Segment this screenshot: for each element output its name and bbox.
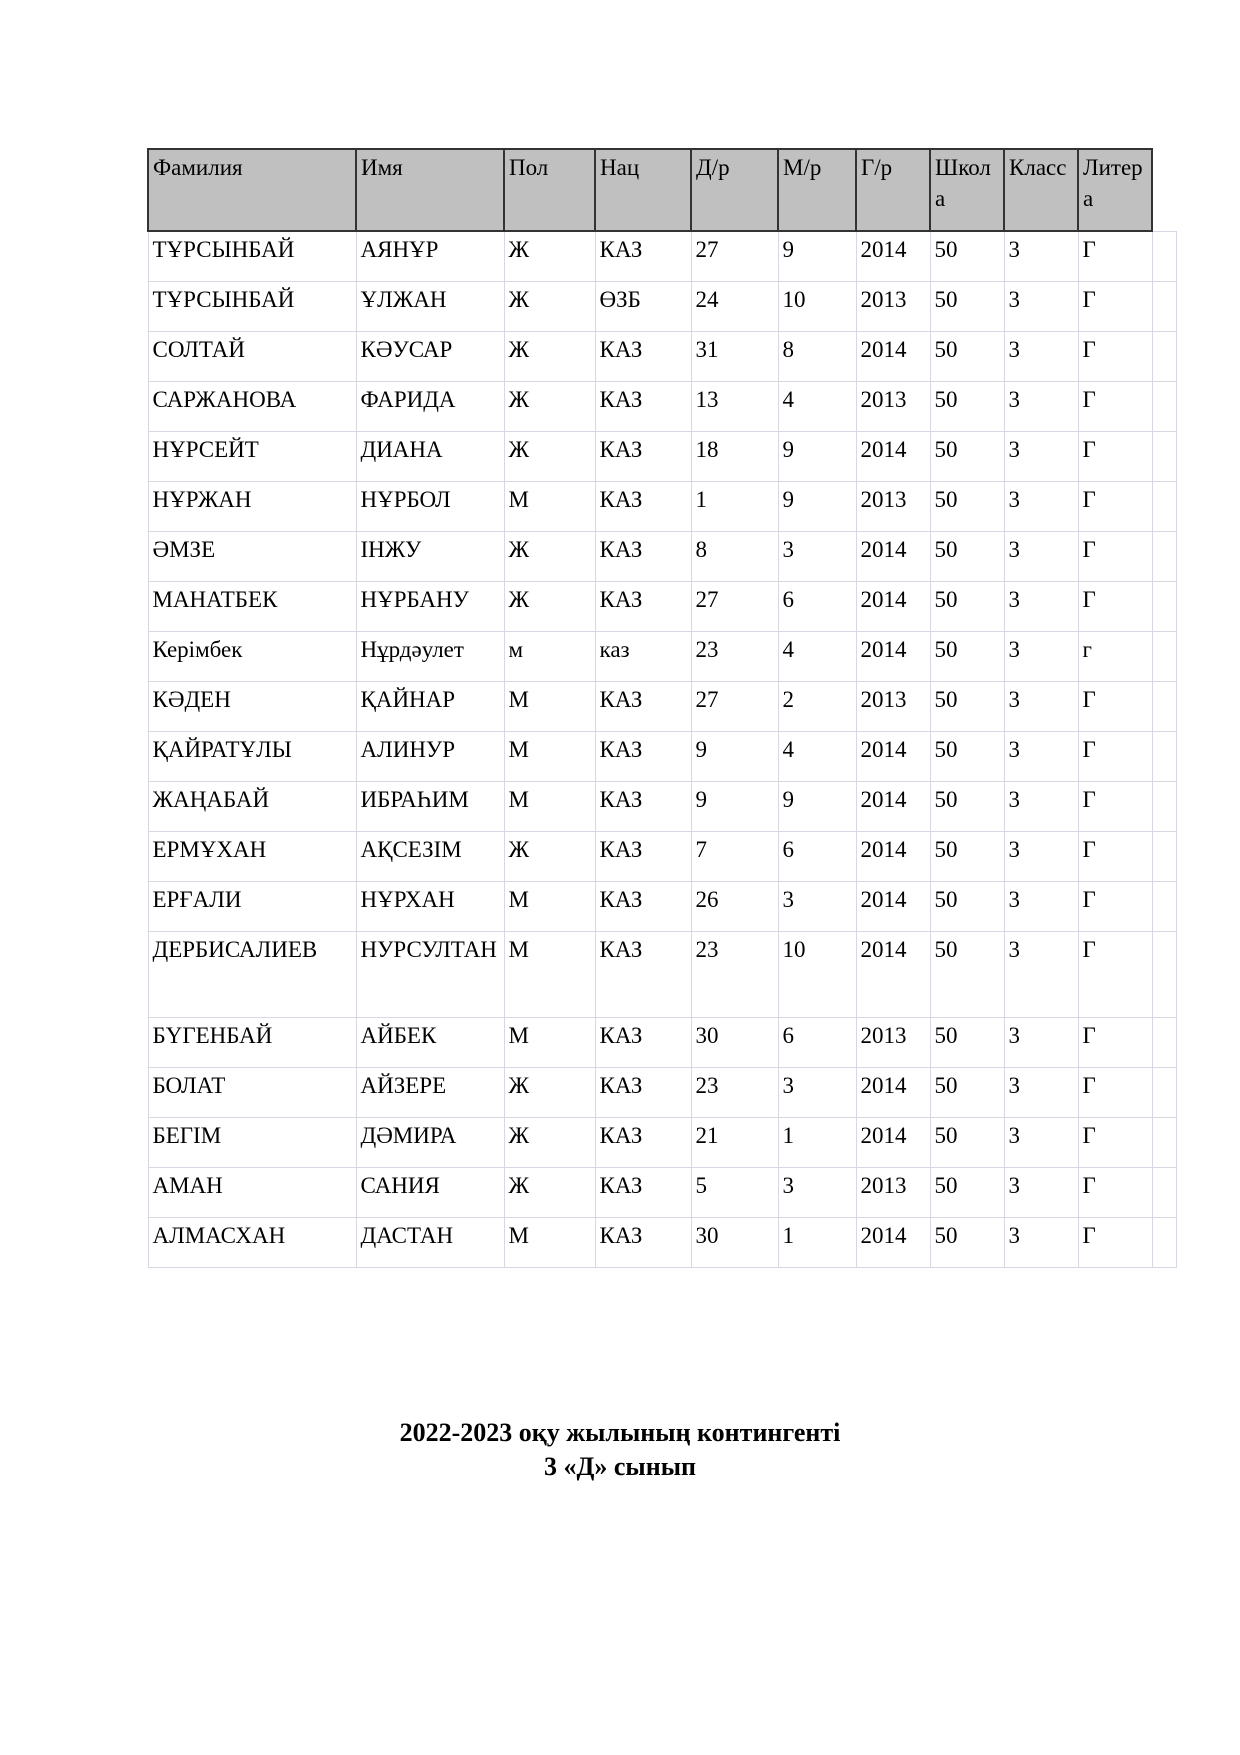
table-cell: ЖАҢАБАЙ	[148, 782, 356, 832]
table-cell: АЯНҰР	[356, 231, 504, 282]
table-cell: НҰРЖАН	[148, 482, 356, 532]
table-cell: 50	[930, 1118, 1004, 1168]
table-cell: БҮГЕНБАЙ	[148, 1018, 356, 1068]
table-cell: КАЗ	[595, 1018, 691, 1068]
table-cell: 3	[1004, 532, 1078, 582]
table-cell: 3	[1004, 1168, 1078, 1218]
table-cell: Г	[1078, 1018, 1152, 1068]
table-cell: АЙЗЕРЕ	[356, 1068, 504, 1118]
table-cell: АЛИНУР	[356, 732, 504, 782]
table-cell: 4	[778, 382, 856, 432]
table-cell: КАЗ	[595, 231, 691, 282]
table-row	[148, 1018, 1176, 1068]
table-cell: КАЗ	[595, 782, 691, 832]
table-cell: НУРСУЛТАН	[356, 932, 504, 1018]
table-cell: Г	[1078, 882, 1152, 932]
table-row	[148, 282, 1176, 332]
table-cell: М	[504, 1018, 595, 1068]
table-cell: 3	[778, 882, 856, 932]
table-cell: САНИЯ	[356, 1168, 504, 1218]
table-cell: 13	[691, 382, 778, 432]
table-cell: Г	[1078, 582, 1152, 632]
table-row	[148, 332, 1176, 382]
table-cell: КАЗ	[595, 1118, 691, 1168]
table-cell: КАЗ	[595, 532, 691, 582]
row-spacer-cell	[1152, 432, 1176, 482]
row-spacer-cell	[1152, 1218, 1176, 1268]
table-cell: КӘУСАР	[356, 332, 504, 382]
table-cell: 4	[778, 632, 856, 682]
table-cell: 9	[778, 432, 856, 482]
table-cell: 10	[778, 282, 856, 332]
table-cell: 50	[930, 432, 1004, 482]
table-cell: НҰРБОЛ	[356, 482, 504, 532]
table-cell: 30	[691, 1018, 778, 1068]
table-cell: 50	[930, 532, 1004, 582]
table-cell: КАЗ	[595, 382, 691, 432]
table-row	[148, 882, 1176, 932]
column-header: Имя	[356, 149, 504, 231]
table-cell: АҚСЕЗІМ	[356, 832, 504, 882]
table-cell: 10	[778, 932, 856, 1018]
table-cell: 3	[778, 532, 856, 582]
table-cell: Г	[1078, 1068, 1152, 1118]
table-cell: КАЗ	[595, 732, 691, 782]
row-spacer-cell	[1152, 582, 1176, 632]
table-body	[148, 231, 1176, 1268]
table-cell: 50	[930, 1218, 1004, 1268]
table-cell: Ж	[504, 1068, 595, 1118]
table-cell: СОЛТАЙ	[148, 332, 356, 382]
table-cell: Ж	[504, 382, 595, 432]
table-cell: 9	[778, 782, 856, 832]
table-cell: КАЗ	[595, 1168, 691, 1218]
column-header: Нац	[595, 149, 691, 231]
column-header: Фамилия	[148, 149, 356, 231]
table-cell: НҰРБАНУ	[356, 582, 504, 632]
table-cell: ЕРМҰХАН	[148, 832, 356, 882]
table-cell: КАЗ	[595, 332, 691, 382]
table-cell: Г	[1078, 782, 1152, 832]
table-cell: 6	[778, 1018, 856, 1068]
table-cell: Г	[1078, 1118, 1152, 1168]
row-spacer-cell	[1152, 282, 1176, 332]
table-cell: Г	[1078, 932, 1152, 1018]
table-row	[148, 1118, 1176, 1168]
table-cell: 50	[930, 882, 1004, 932]
table-cell: 50	[930, 832, 1004, 882]
table-cell: 2014	[856, 832, 930, 882]
table-cell: 2014	[856, 732, 930, 782]
table-cell: 23	[691, 932, 778, 1018]
table-cell: МАНАТБЕК	[148, 582, 356, 632]
row-spacer-cell	[1152, 1068, 1176, 1118]
table-cell: 50	[930, 231, 1004, 282]
table-cell: Г	[1078, 382, 1152, 432]
table-cell: 9	[778, 231, 856, 282]
table-cell: 2013	[856, 482, 930, 532]
table-row	[148, 732, 1176, 782]
table-cell: 6	[778, 582, 856, 632]
table-cell: М	[504, 682, 595, 732]
table-cell: ҚАЙНАР	[356, 682, 504, 732]
table-cell: ДИАНА	[356, 432, 504, 482]
table-cell: Г	[1078, 532, 1152, 582]
table-cell: М	[504, 482, 595, 532]
table-cell: 2013	[856, 682, 930, 732]
class-subtitle: 3 «Д» сынып	[544, 1452, 696, 1481]
row-spacer-cell	[1152, 782, 1176, 832]
table-cell: ҰЛЖАН	[356, 282, 504, 332]
table-cell: 2013	[856, 1018, 930, 1068]
table-cell: 2013	[856, 282, 930, 332]
table-cell: М	[504, 1218, 595, 1268]
table-cell: 3	[1004, 1068, 1078, 1118]
table-cell: 3	[778, 1068, 856, 1118]
table-cell: М	[504, 882, 595, 932]
row-spacer-cell	[1152, 882, 1176, 932]
table-row	[148, 582, 1176, 632]
table-cell: АЛМАСХАН	[148, 1218, 356, 1268]
table-cell: 3	[778, 1168, 856, 1218]
table-cell: 2014	[856, 231, 930, 282]
row-spacer-cell	[1152, 382, 1176, 432]
table-cell: Г	[1078, 231, 1152, 282]
column-header: Пол	[504, 149, 595, 231]
table-cell: каз	[595, 632, 691, 682]
table-cell: АМАН	[148, 1168, 356, 1218]
column-header: М/р	[778, 149, 856, 231]
table-cell: 18	[691, 432, 778, 482]
table-row	[148, 532, 1176, 582]
column-header: Д/р	[691, 149, 778, 231]
table-cell: 3	[1004, 932, 1078, 1018]
table-cell: Ж	[504, 582, 595, 632]
table-cell: м	[504, 632, 595, 682]
table-cell: КАЗ	[595, 482, 691, 532]
table-cell: 27	[691, 582, 778, 632]
table-cell: 1	[778, 1118, 856, 1168]
table-cell: БЕГІМ	[148, 1118, 356, 1168]
column-header: Школа	[930, 149, 1004, 231]
table-row	[148, 382, 1176, 432]
table-cell: Г	[1078, 832, 1152, 882]
table-cell: Ж	[504, 332, 595, 382]
table-cell: 3	[1004, 1118, 1078, 1168]
table-cell: ТҰРСЫНБАЙ	[148, 282, 356, 332]
table-cell: 3	[1004, 1218, 1078, 1268]
table-cell: Г	[1078, 482, 1152, 532]
table-cell: 2014	[856, 1118, 930, 1168]
table-cell: 50	[930, 282, 1004, 332]
table-cell: 2014	[856, 632, 930, 682]
table-row	[148, 231, 1176, 282]
table-cell: 2014	[856, 1218, 930, 1268]
table-cell: 3	[1004, 732, 1078, 782]
table-cell: г	[1078, 632, 1152, 682]
table-cell: 50	[930, 382, 1004, 432]
table-cell: 50	[930, 1068, 1004, 1118]
table-cell: 3	[1004, 882, 1078, 932]
column-header: Литера	[1078, 149, 1152, 231]
table-cell: КАЗ	[595, 432, 691, 482]
table-cell: 1	[778, 1218, 856, 1268]
table-cell: 50	[930, 1168, 1004, 1218]
table-row	[148, 432, 1176, 482]
table-cell: 24	[691, 282, 778, 332]
table-cell: 50	[930, 332, 1004, 382]
table-cell: Ж	[504, 231, 595, 282]
table-cell: САРЖАНОВА	[148, 382, 356, 432]
table-cell: 50	[930, 682, 1004, 732]
table-cell: 3	[1004, 482, 1078, 532]
column-header: Г/р	[856, 149, 930, 231]
table-cell: 2014	[856, 332, 930, 382]
row-spacer-cell	[1152, 1118, 1176, 1168]
table-cell: НҰРСЕЙТ	[148, 432, 356, 482]
row-spacer-cell	[1152, 532, 1176, 582]
table-cell: 3	[1004, 1018, 1078, 1068]
table-cell: 21	[691, 1118, 778, 1168]
document-title: 2022-2023 оқу жылының контингенті	[399, 1418, 841, 1447]
table-cell: 50	[930, 732, 1004, 782]
table-cell: Г	[1078, 1168, 1152, 1218]
table-cell: 8	[778, 332, 856, 382]
table-cell: 50	[930, 482, 1004, 532]
table-cell: 3	[1004, 332, 1078, 382]
table-cell: КАЗ	[595, 582, 691, 632]
table-cell: КАЗ	[595, 1218, 691, 1268]
table-cell: 3	[1004, 832, 1078, 882]
table-cell: ІНЖУ	[356, 532, 504, 582]
table-row	[148, 832, 1176, 882]
row-spacer-cell	[1152, 231, 1176, 282]
table-cell: 9	[778, 482, 856, 532]
table-cell: 2013	[856, 1168, 930, 1218]
table-cell: ЕРҒАЛИ	[148, 882, 356, 932]
table-cell: Г	[1078, 332, 1152, 382]
table-cell: АЙБЕК	[356, 1018, 504, 1068]
table-row	[148, 482, 1176, 532]
table-row	[148, 782, 1176, 832]
table-row	[148, 1168, 1176, 1218]
table-cell: 30	[691, 1218, 778, 1268]
table-cell: Ж	[504, 1118, 595, 1168]
table-cell: ДЕРБИСАЛИЕВ	[148, 932, 356, 1018]
row-spacer-cell	[1152, 1168, 1176, 1218]
table-cell: 2014	[856, 532, 930, 582]
table-cell: 23	[691, 1068, 778, 1118]
table-cell: 4	[778, 732, 856, 782]
table-cell: 9	[691, 782, 778, 832]
table-cell: 2	[778, 682, 856, 732]
row-spacer-cell	[1152, 1018, 1176, 1068]
table-cell: Г	[1078, 682, 1152, 732]
row-spacer-cell	[1152, 732, 1176, 782]
table-cell: Ж	[504, 832, 595, 882]
table-cell: 27	[691, 231, 778, 282]
table-cell: ФАРИДА	[356, 382, 504, 432]
table-cell: 7	[691, 832, 778, 882]
table-cell: Ж	[504, 532, 595, 582]
row-spacer-cell	[1152, 832, 1176, 882]
table-cell: 3	[1004, 432, 1078, 482]
table-cell: 3	[1004, 231, 1078, 282]
table-cell: 2014	[856, 782, 930, 832]
table-cell: ӨЗБ	[595, 282, 691, 332]
table-cell: 3	[1004, 782, 1078, 832]
table-cell: ДАСТАН	[356, 1218, 504, 1268]
table-cell: Керімбек	[148, 632, 356, 682]
table-cell: ИБРАҺИМ	[356, 782, 504, 832]
table-cell: ДӘМИРА	[356, 1118, 504, 1168]
table-cell: НҰРХАН	[356, 882, 504, 932]
table-cell: КАЗ	[595, 1068, 691, 1118]
table-cell: 27	[691, 682, 778, 732]
table-cell: ӘМЗЕ	[148, 532, 356, 582]
table-cell: 50	[930, 932, 1004, 1018]
table-cell: 2014	[856, 432, 930, 482]
table-cell: ҚАЙРАТҰЛЫ	[148, 732, 356, 782]
table-cell: КАЗ	[595, 832, 691, 882]
row-spacer-cell	[1152, 932, 1176, 1018]
row-spacer-cell	[1152, 632, 1176, 682]
header-spacer	[1152, 149, 1176, 231]
table-cell: 8	[691, 532, 778, 582]
table-cell: 3	[1004, 682, 1078, 732]
table-cell: 9	[691, 732, 778, 782]
table-row	[148, 682, 1176, 732]
table-row	[148, 1218, 1176, 1268]
table-cell: М	[504, 932, 595, 1018]
table-header-row	[148, 149, 1176, 231]
table-row	[148, 632, 1176, 682]
table-cell: КАЗ	[595, 932, 691, 1018]
table-cell: ТҰРСЫНБАЙ	[148, 231, 356, 282]
row-spacer-cell	[1152, 332, 1176, 382]
table-cell: 6	[778, 832, 856, 882]
table-cell: Г	[1078, 1218, 1152, 1268]
column-header: Класс	[1004, 149, 1078, 231]
table-cell: КАЗ	[595, 882, 691, 932]
table-cell: 3	[1004, 582, 1078, 632]
table-cell: Ж	[504, 282, 595, 332]
table-cell: 50	[930, 782, 1004, 832]
table-cell: 2014	[856, 582, 930, 632]
table-cell: 2013	[856, 382, 930, 432]
table-cell: Г	[1078, 432, 1152, 482]
table-cell: КӘДЕН	[148, 682, 356, 732]
table-cell: 1	[691, 482, 778, 532]
table-cell: 26	[691, 882, 778, 932]
table-row	[148, 1068, 1176, 1118]
table-cell: БОЛАТ	[148, 1068, 356, 1118]
table-cell: 50	[930, 582, 1004, 632]
table-row	[148, 932, 1176, 1018]
table-cell: 2014	[856, 932, 930, 1018]
table-cell: М	[504, 732, 595, 782]
table-cell: М	[504, 782, 595, 832]
table-cell: 31	[691, 332, 778, 382]
row-spacer-cell	[1152, 682, 1176, 732]
table-cell: 50	[930, 632, 1004, 682]
row-spacer-cell	[1152, 482, 1176, 532]
table-cell: КАЗ	[595, 682, 691, 732]
table-cell: Ж	[504, 432, 595, 482]
table-cell: Г	[1078, 282, 1152, 332]
table-cell: 50	[930, 1018, 1004, 1068]
table-cell: 2014	[856, 1068, 930, 1118]
student-roster-table	[147, 148, 1177, 1268]
table-cell: Нұрдәулет	[356, 632, 504, 682]
table-cell: 3	[1004, 382, 1078, 432]
table-cell: Г	[1078, 732, 1152, 782]
table-cell: Ж	[504, 1168, 595, 1218]
table-cell: 3	[1004, 632, 1078, 682]
table-cell: 3	[1004, 282, 1078, 332]
table-cell: 2014	[856, 882, 930, 932]
table-cell: 23	[691, 632, 778, 682]
table-cell: 5	[691, 1168, 778, 1218]
